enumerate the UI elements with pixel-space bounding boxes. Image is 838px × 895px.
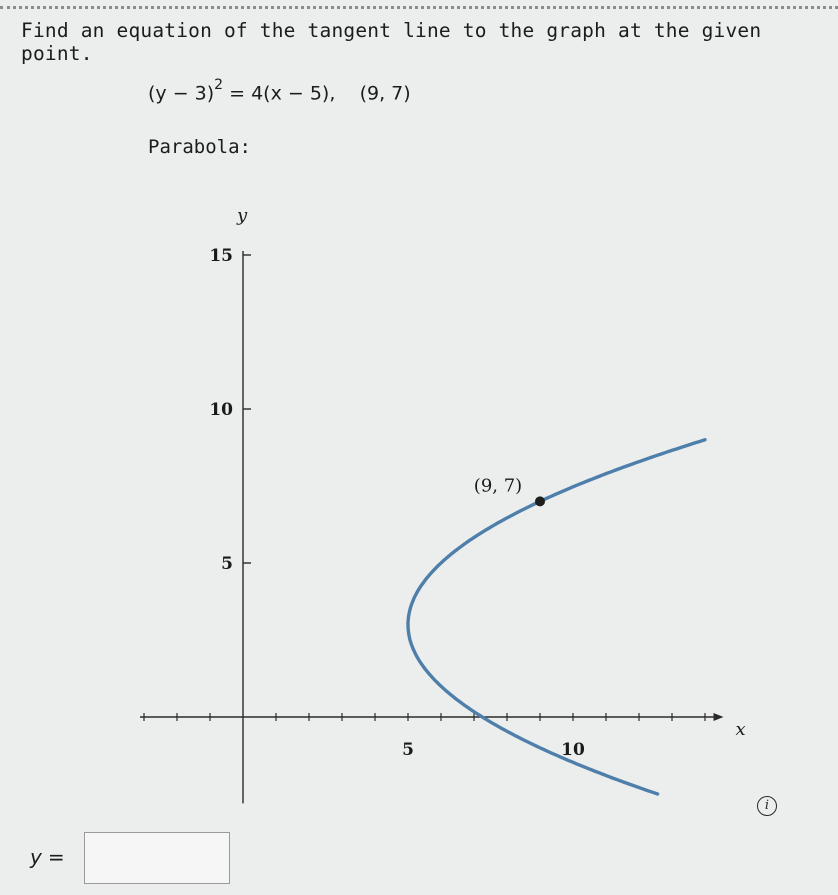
equation-lhs: (y − 3) xyxy=(148,82,215,105)
answer-equals: = xyxy=(47,845,65,869)
answer-label xyxy=(30,845,65,869)
y-ticks xyxy=(243,255,251,563)
y-axis-label: y xyxy=(237,205,248,226)
equation-exponent: 2 xyxy=(214,77,224,93)
point-label: (9, 7) xyxy=(473,475,523,497)
y-tick-label: 5 xyxy=(221,554,233,574)
info-icon[interactable]: i xyxy=(757,796,777,816)
answer-variable: y xyxy=(30,845,42,869)
y-tick-label: 10 xyxy=(209,400,233,420)
parabola-curve xyxy=(408,440,705,794)
point-marker xyxy=(535,496,545,506)
figure-label: Parabola: xyxy=(148,136,251,158)
question-prompt: Find an equation of the tangent line to the graph at the given point. xyxy=(21,19,762,65)
given-point: (9, 7) xyxy=(359,82,411,105)
equation-rhs: = 4(x − 5), xyxy=(223,82,336,105)
tick-labels xyxy=(209,246,585,760)
answer-input[interactable] xyxy=(84,832,230,884)
x-axis-label: x xyxy=(735,719,746,740)
x-axis-arrow xyxy=(714,713,724,721)
y-tick-label: 15 xyxy=(209,246,233,266)
x-tick-label: 10 xyxy=(561,740,585,760)
x-tick-label: 5 xyxy=(402,740,414,760)
